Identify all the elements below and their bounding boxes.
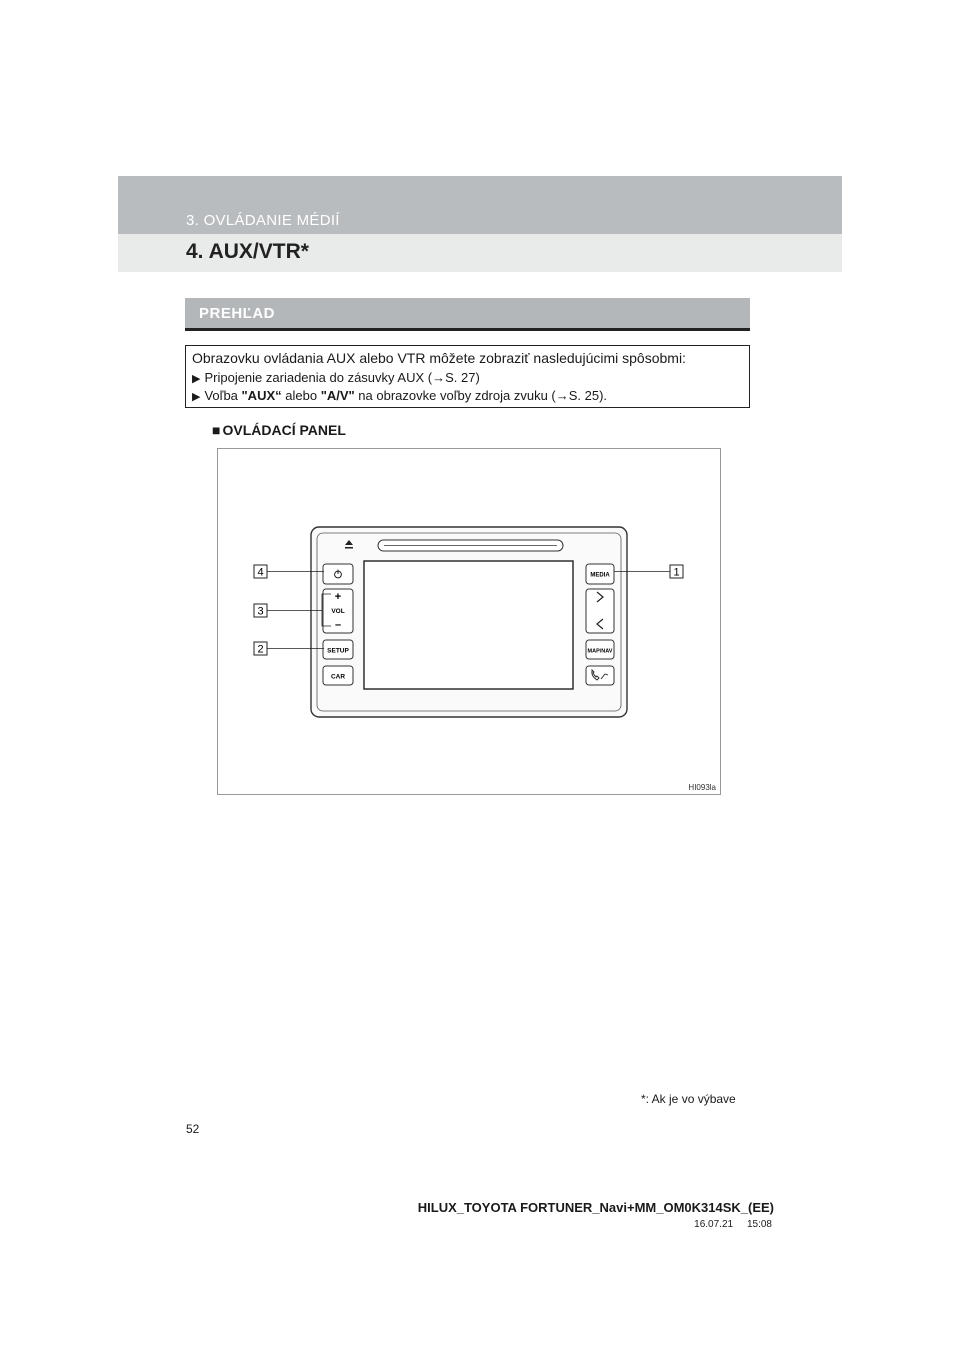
chapter-title: 4. AUX/VTR* [186,240,309,263]
overview-item-2-pre: Voľba [204,388,242,403]
map-nav-label: MAP/NAV [587,648,613,655]
overview-item-2-aux: "AUX“ [241,388,282,403]
media-label: MEDIA [590,572,610,579]
figure-code: HI093la [688,783,716,792]
chapter-header-bar [118,234,842,272]
vol-minus-icon: – [334,619,342,631]
subheading-text: OVLÁDACÍ PANEL [222,422,346,438]
overview-item-1-text: Pripojenie zariadenia do zásuvky AUX (→S. 27) [204,370,480,385]
page-number: 52 [186,1122,200,1136]
overview-heading-bar [185,298,750,331]
phone-button[interactable] [586,666,614,685]
vol-plus-icon: + [334,591,342,603]
control-panel-figure [217,448,721,795]
overview-title: PREHĽAD [199,305,276,322]
overview-item-1 [192,370,480,385]
subheading [212,422,346,438]
triangle-bullet-icon: ▶ [192,391,201,403]
square-bullet-icon: ■ [212,422,221,438]
callout-2: 2 [257,643,264,656]
head-unit-illustration [218,449,720,794]
footnote: *: Ak je vo výbave [641,1092,736,1106]
overview-intro: Obrazovku ovládania AUX alebo VTR môžete zobraziť nasledujúcimi spôsobmi: [192,350,686,366]
overview-item-2-av: "A/V" [320,388,355,403]
section-header-bar [118,176,842,234]
document-date: 16.07.21 15:08 [694,1219,772,1230]
callout-4: 4 [257,566,264,579]
car-label: CAR [330,673,346,681]
vol-label: VOL [331,608,345,615]
triangle-bullet-icon: ▶ [192,373,201,385]
document-id: HILUX_TOYOTA FORTUNER_Navi+MM_OM0K314SK_(EE) [417,1200,774,1215]
overview-box [185,345,750,408]
overview-item-2-mid: alebo [281,388,321,403]
callout-1: 1 [673,566,680,579]
section-title: 3. OVLÁDANIE MÉDIÍ [186,212,340,229]
overview-item-2 [192,388,607,403]
overview-item-2-post: na obrazovke voľby zdroja zvuku (→S. 25). [354,388,608,403]
display-screen[interactable] [364,561,573,689]
setup-label: SETUP [327,647,349,655]
callout-3: 3 [257,605,264,618]
